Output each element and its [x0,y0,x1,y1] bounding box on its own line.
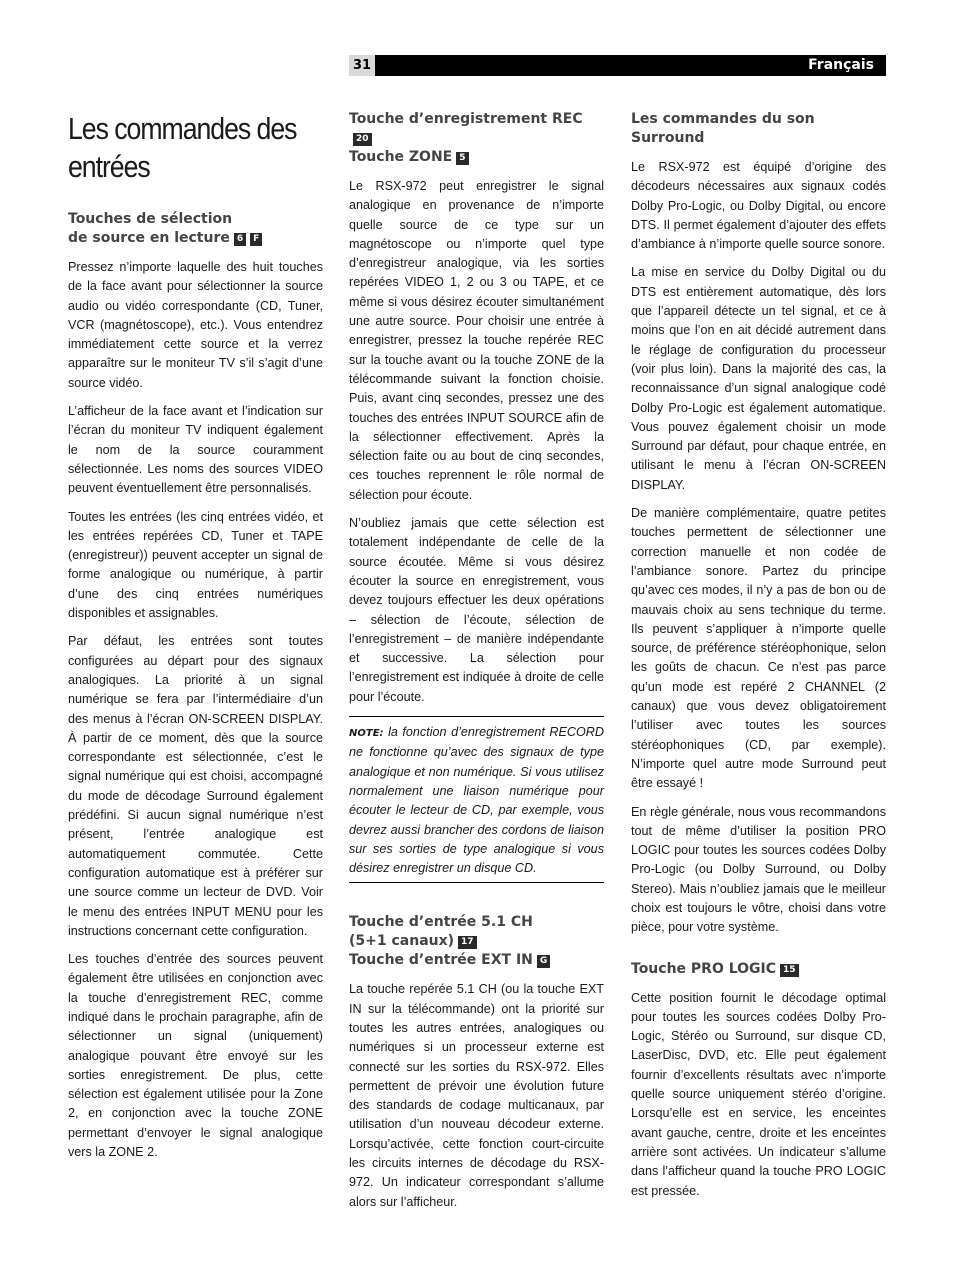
paragraph: Pressez n’importe laquelle des huit touches de la face avant pour sélectionner la source audio ou vidéo correspondante (CD, Tuner, VCR (magnétoscope), etc.). Vous entendrez immédiatement cette source et la verrez apparaître sur le moniteur TV s’il s’agit d’une source vidéo. [68,260,323,390]
title-line-1: Les commandes des [68,111,297,146]
page-number: 31 [349,55,375,76]
paragraph: Le RSX-972 est équipé d’origine des décodeurs nécessaires aux signaux codés Dolby Pro-Logic, ou Dolby Digital, ou encore DTS. Il permet également d’ajouter des effets d’ambiance à n’importe quelle source sonore. [631,160,886,252]
heading-line: Touche d’entrée 5.1 CH [349,914,533,931]
heading-line: Surround [631,130,705,146]
paragraph: Toutes les entrées (les cinq entrées vidéo, et les entrées repérées CD, Tuner et TAPE (enregistreur)) peuvent accepter un signal de forme analogique ou numérique, à partir d’une des cinq entrées numériques disponibles et assignables. [68,509,323,621]
paragraph: En règle générale, nous vous recommandons tout de même d’utiliser la position PRO LOGIC pour toutes les sources codées Dolby Pro-Logic (ou Dolby Surround, ou Dolby Stereo). Mais n’oubliez jamais que le meilleur choix est toujours le vôtre, choisi dans votre pièce, pour votre système. [631,804,886,935]
heading-line: Touche ZONE [349,149,453,165]
paragraph: La mise en service du Dolby Digital ou du DTS est entièrement automatique, dès lors que l’appareil détecte un tel signal, et ce à moins que l’on en ait décidé autrement dans le réglage de configuration du processeur (voir plus loin). Dans la majorité des cas, la reconnaissance d’un signal analogique codé Dolby Pro-Logic est également automatique. Vous pouvez également choisir un mode Surround par défaut, pour chaque entrée, en utilisant le menu à l’écran ON-SCREEN DISPLAY. [631,265,886,492]
paragraph: Le RSX-972 peut enregistrer le signal analogique en provenance de n’importe quelle source de ce type sur un magnétoscope ou n’importe quel type d’enregistreur analogique, via les sorties repérées VIDEO 1, 2 ou 3 ou TAPE, et ce même si vous désirez écouter simultanément une autre source. Pour choisir une entrée à enregistrer, pressez la touche repérée REC sur la touche avant ou la touche ZONE de la télécommande suivant la fonction choisie. Puis, avant cinq secondes, pressez une des touches des entrées INPUT SOURCE afin de la sélectionner effectivement. Après la sélection faite ou au bout de cinq secondes, ces touches reprennent le rôle normal de sélection pour écoute. [349,179,604,502]
key-badge: 5 [456,152,468,165]
heading-surround [631,110,886,148]
header-bar [349,55,886,76]
note-label: NOTE: [349,728,384,740]
note-text: la fonction d’enregistrement RECORD ne fonctionne qu’avec des signaux de type analogique et non numérique. Si vous utilisez normalement une liaison numérique pour écouter le lecteur de CD, par exemple, vous devrez aussi brancher des cordons de liaison sur ses sorties de type analogique si vous désirez enregistrer un disque CD. [349,725,604,876]
heading-51-ext-in [349,913,604,970]
heading-line: Les commandes du son [631,111,815,127]
key-badge: 6 [234,233,246,246]
title-line-2: entrées [68,149,150,184]
key-badge: F [250,233,262,246]
heading-line: Touche d’enregistrement REC [349,111,583,127]
note-paragraph [349,723,604,878]
column-3 [631,110,886,1210]
key-badge: 20 [353,133,372,146]
heading-pro-logic [631,960,886,979]
column-2 [349,110,604,1221]
paragraph: Les touches d’entrée des sources peuvent également être utilisées en conjonction avec la touche d’enregistrement REC, comme indiqué dans le prochain paragraphe, afin de sélectionner un signal (uniquement) analogique pouvant être envoyé sur les sorties enregistrement. De plus, cette sélection est également utilisée pour la Zone 2, en conjonction avec la touche ZONE permettant d’envoyer le signal analogique vers la ZONE 2. [68,952,323,1160]
note-box [349,716,604,883]
heading-line: de source en lecture [68,230,230,246]
heading-line: (5+1 canaux) [349,933,455,950]
paragraph: N’oubliez jamais que cette sélection est totalement indépendante de celle de la source écoutée. Même si vous désirez écouter la source en enregistrement, vous devez toujours effectuer les deux opérations – sélection de l’écoute, sélection de l’enregistrement – de manière indépendante et successive. La sélection pour l’enregistrement est indiquée à droite de celle pour l’écoute. [349,516,604,704]
column-1 [68,110,323,1171]
heading-line: Touche d’entrée EXT IN [349,952,533,969]
paragraph: Cette position fournit le décodage optimal pour toutes les sources codées Dolby Pro-Logic, Stéréo ou Surround, sur disque CD, LaserDisc, DVD, etc. Elle peut également fournir d’excellents résultats avec n’importe quelle source uniquement stéréo d’origine. Lorsqu’elle est en service, les enceintes avant gauche, centre, droite et les enceintes arrière sont activées. Un indicateur s’allume dans l’afficheur quand la touche PRO LOGIC est pressée. [631,990,886,1198]
heading-line: Touche PRO LOGIC [631,960,777,977]
key-badge: 15 [780,964,799,977]
language-label: Français [808,57,874,73]
heading-rec-zone [349,110,604,167]
key-badge: G [537,955,550,968]
heading-line: Touches de sélection [68,211,233,227]
heading-source-selection [68,210,323,248]
paragraph: La touche repérée 5.1 CH (ou la touche EXT IN sur la télécommande) ont la priorité sur toutes les autres entrées, analogiques ou numériques si un processeur externe est connecté sur les sorties du RSX-972. Elles permettent de prévoir une évolution future des standards de codage multicanaux, par utilisation d’un nouveau décodeur externe. Lorsqu’activée, cette fonction court-circuite les circuits internes de décodage du RSX-972. Un indicateur correspondant s’allume alors sur l’afficheur. [349,982,604,1209]
page-title [68,110,326,186]
paragraph: De manière complémentaire, quatre petites touches permettent de sélectionner une correction manuelle et non codée de l’ambiance sonore. Partez du principe qu’avec ces modes, il n’y a pas de bon ou de mauvais choix au sens technique du terme. Ils peuvent s’appliquer à n’importe quelle source, de préférence stéréophonique, selon les goûts de chacun. Ce n’est pas parce qu’un mode est repéré 2 CHANNEL (2 canaux) que vous devez obligatoirement l’utiliser avec toutes les sources stéréophoniques (CD, par exemple). N’importe quel autre mode Surround peut être essayé ! [631,506,886,791]
paragraph: Par défaut, les entrées sont toutes configurées au départ pour des signaux analogiques. La priorité à un signal numérique se fera par l’intermédiaire d’un des menus à l’écran ON-SCREEN DISPLAY. À partir de ce moment, dès que la source correspondante est sélectionnée, c’est le signal numérique qui est choisi, accompagné du mode de décodage Surround également prédéfini. Si aucun signal numérique n’est présent, l’entrée analogique est automatiquement commutée. Cette configuration automatique est à préférer sur une source comme un lecteur de DVD. Voir le menu des entrées INPUT MENU pour les instructions concernant cette configuration. [68,634,323,938]
paragraph: L’afficheur de la face avant et l’indication sur l’écran du moniteur TV indiquent également le nom de la source couramment sélectionnée. Les noms des sources VIDEO peuvent éventuellement être personnalisés. [68,404,323,496]
key-badge: 17 [458,936,477,949]
